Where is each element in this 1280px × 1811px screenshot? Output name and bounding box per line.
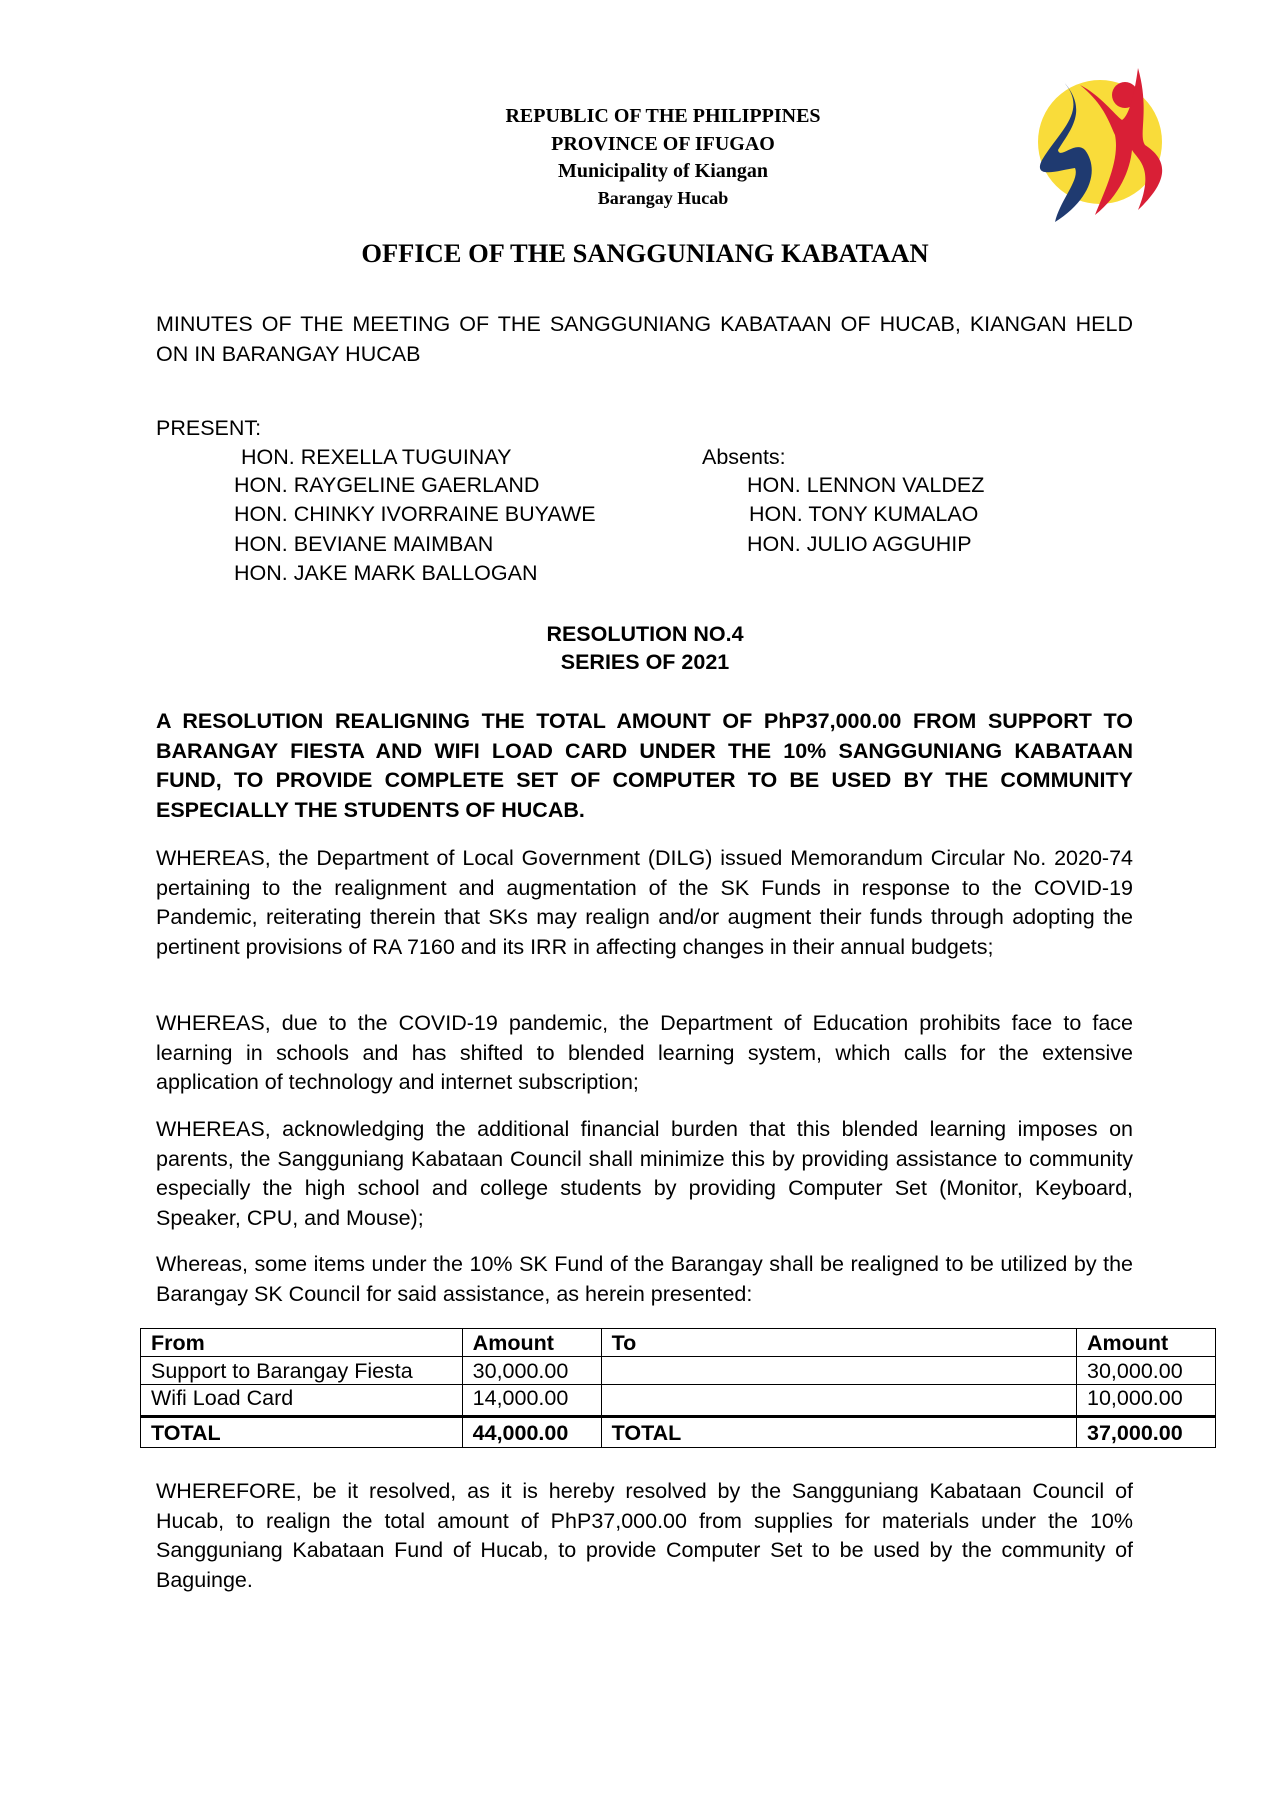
from-cell: Support to Barangay Fiesta	[141, 1357, 463, 1385]
total-from-amount: 44,000.00	[462, 1417, 601, 1448]
header-amount-from: Amount	[462, 1329, 601, 1357]
total-to-amount: 37,000.00	[1077, 1417, 1216, 1448]
resolution-number: RESOLUTION NO.4	[546, 622, 744, 646]
present-member: HON. JAKE MARK BALLOGAN	[234, 561, 538, 585]
amount-cell: 14,000.00	[462, 1385, 601, 1417]
to-cell	[601, 1385, 1076, 1417]
sk-logo-icon	[1020, 50, 1175, 225]
amount-cell: 30,000.00	[1077, 1357, 1216, 1385]
table-row	[141, 1357, 1216, 1385]
header-to: To	[601, 1329, 1076, 1357]
whereas-clause-1: WHEREAS, the Department of Local Government (DILG) issued Memorandum Circular No. 2020-74 pertaining to the realignment and augmentation of the SK Funds in response to the COVID-19 Pandemic, reiterating therein that SKs may realign and/or augment their funds through adopting the pertinent provisions of RA 7160 and its IRR in affecting changes in their annual budgets;	[156, 846, 1133, 960]
header-province: PROVINCE OF IFUGAO	[551, 133, 775, 155]
present-member: HON. BEVIANE MAIMBAN	[234, 532, 494, 556]
header-from: From	[141, 1329, 463, 1357]
table-total-row	[141, 1417, 1216, 1448]
header-municipality: Municipality of Kiangan	[557, 160, 769, 182]
wherefore-clause: WHEREFORE, be it resolved, as it is hereby resolved by the Sangguniang Kabataan Council of Hucab, to realign the total amount of PhP37,000.00 from supplies for materials under the 10% Sangguniang Kabataan Fund of Hucab, to provide Computer Set to be used by the community of Baguinge.	[156, 1479, 1133, 1593]
header-barangay: Barangay Hucab	[597, 188, 729, 208]
resolution-series: SERIES OF 2021	[560, 650, 730, 674]
minutes-heading: MINUTES OF THE MEETING OF THE SANGGUNIANG KABATAAN OF HUCAB, KIANGAN HELD ON IN BARANGAY HUCAB	[156, 312, 1133, 366]
present-label: PRESENT:	[156, 416, 262, 440]
whereas-clause-3: WHEREAS, acknowledging the additional financial burden that this blended learning imposes on parents, the Sangguniang Kabataan Council shall minimize this by providing assistance to community especially the high school and college students by providing Computer Set (Monitor, Keyboard, Speaker, CPU, and Mouse);	[156, 1117, 1133, 1231]
present-member: HON. REXELLA TUGUINAY	[241, 445, 512, 469]
from-cell: Wifi Load Card	[141, 1385, 463, 1417]
absent-member: HON. JULIO AGGUHIP	[747, 532, 972, 556]
header-republic: REPUBLIC OF THE PHILIPPINES	[505, 105, 821, 127]
whereas-clause-2: WHEREAS, due to the COVID-19 pandemic, the Department of Education prohibits face to face learning in schools and has shifted to blended learning system, which calls for the extensive application of technology and internet subscription;	[156, 1011, 1133, 1095]
total-label: TOTAL	[601, 1417, 1076, 1448]
whereas-clause-4: Whereas, some items under the 10% SK Fund of the Barangay shall be realigned to be utilized by the Barangay SK Council for said assistance, as herein presented:	[156, 1252, 1133, 1306]
total-label: TOTAL	[141, 1417, 463, 1448]
absent-member: HON. TONY KUMALAO	[749, 502, 979, 526]
amount-cell: 10,000.00	[1077, 1385, 1216, 1417]
table-header-row	[141, 1329, 1216, 1357]
office-title: OFFICE OF THE SANGGUNIANG KABATAAN	[361, 238, 929, 268]
to-cell	[601, 1357, 1076, 1385]
amount-cell: 30,000.00	[462, 1357, 601, 1385]
resolution-title: A RESOLUTION REALIGNING THE TOTAL AMOUNT OF PhP37,000.00 FROM SUPPORT TO BARANGAY FIESTA AND WIFI LOAD CARD UNDER THE 10% SANGGUNIANG KABATAAN FUND, TO PROVIDE COMPLETE SET OF COMPUTER TO BE USED BY THE COMMUNITY ESPECIALLY THE STUDENTS OF HUCAB.	[156, 709, 1133, 823]
realignment-table	[140, 1328, 1216, 1448]
absent-member: HON. LENNON VALDEZ	[747, 473, 985, 497]
present-member: HON. CHINKY IVORRAINE BUYAWE	[234, 502, 596, 526]
absents-label: Absents:	[702, 445, 786, 469]
header-amount-to: Amount	[1077, 1329, 1216, 1357]
present-member: HON. RAYGELINE GAERLAND	[234, 473, 540, 497]
table-row	[141, 1385, 1216, 1417]
